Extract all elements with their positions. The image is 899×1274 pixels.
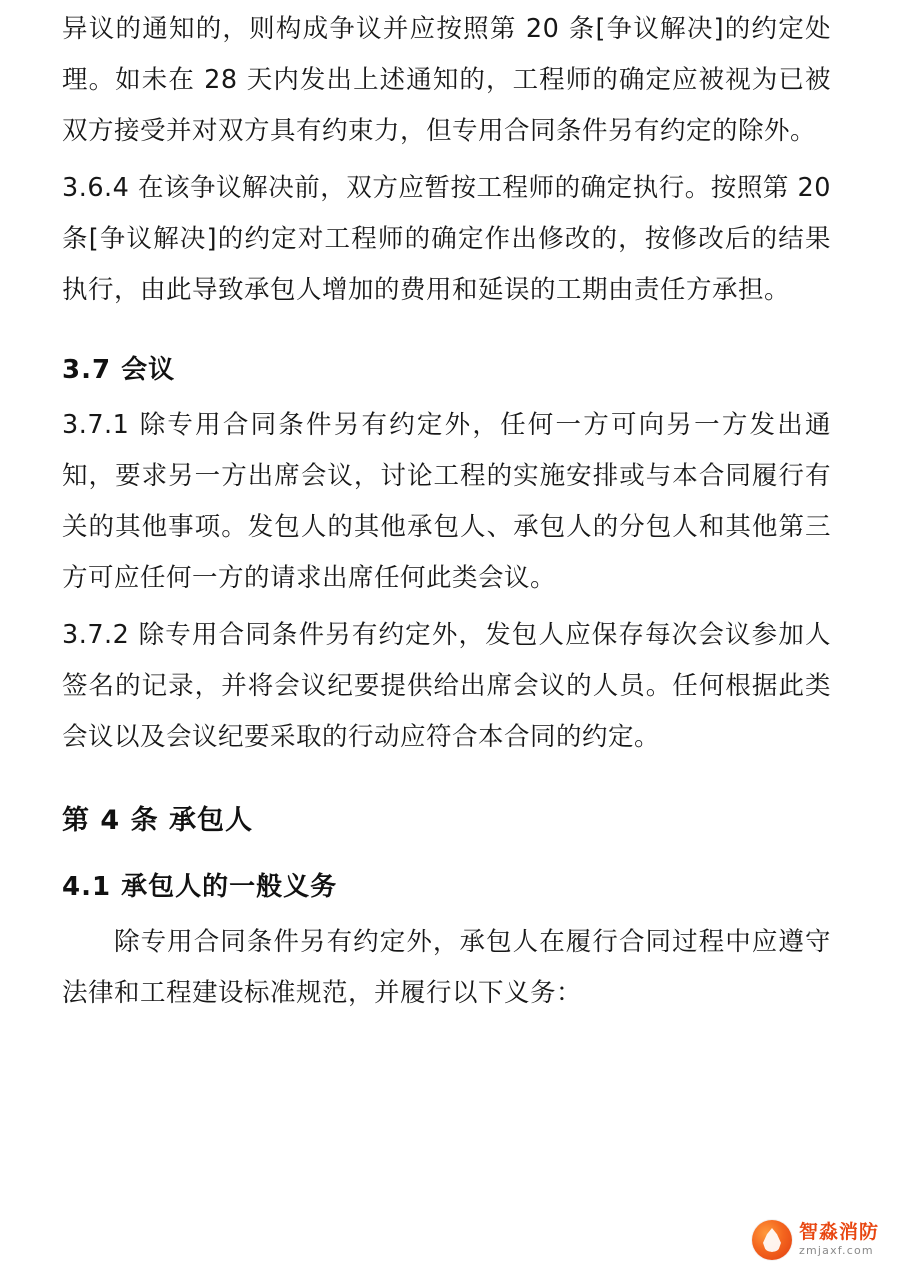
watermark-title: 智淼消防	[798, 1221, 879, 1244]
paragraph-3-7-2: 3.7.2 除专用合同条件另有约定外，发包人应保存每次会议参加人签名的记录，并将会议纪要提供给出席会议的人员。任何根据此类会议以及会议纪要采取的行动应符合本合同的约定。	[62, 620, 831, 752]
section-spacer	[62, 322, 831, 330]
paragraph-3-6-4: 3.6.4 在该争议解决前，双方应暂按工程师的确定执行。按照第 20 条[争议解决]的约定对工程师的确定作出修改的，按修改后的结果执行，由此导致承包人增加的费用和延误的工期由责任方承担。	[62, 173, 831, 305]
heading-article-4-contractor: 第 4 条 承包人	[62, 805, 253, 836]
paragraph-4-1-body: 除专用合同条件另有约定外，承包人在履行合同过程中应遵守法律和工程建设标准规范，并履行以下义务：	[62, 927, 831, 1008]
section-spacer-2	[62, 769, 831, 777]
heading-4-1-general-obligations: 4.1 承包人的一般义务	[62, 872, 338, 902]
heading-3-7-meetings: 3.7 会议	[62, 355, 176, 385]
paragraph-3-7-1: 3.7.1 除专用合同条件另有约定外，任何一方可向另一方发出通知，要求另一方出席会议，讨论工程的实施安排或与本合同履行有关的其他事项。发包人的其他承包人、承包人的分包人和其他第三方可应任何一方的请求出席任何此类会议。	[62, 410, 831, 593]
flame-logo-icon	[752, 1220, 792, 1260]
watermark	[752, 1220, 879, 1260]
watermark-text	[799, 1223, 879, 1256]
watermark-subtitle: zmjaxf.com	[798, 1244, 874, 1258]
paragraph-3-6-3-continued: 异议的通知的，则构成争议并应按照第 20 条[争议解决]的约定处理。如未在 28 天内发出上述通知的，工程师的确定应被视为已被双方接受并对双方具有约束力，但专用合同条件另有约定的除外。	[62, 14, 831, 146]
